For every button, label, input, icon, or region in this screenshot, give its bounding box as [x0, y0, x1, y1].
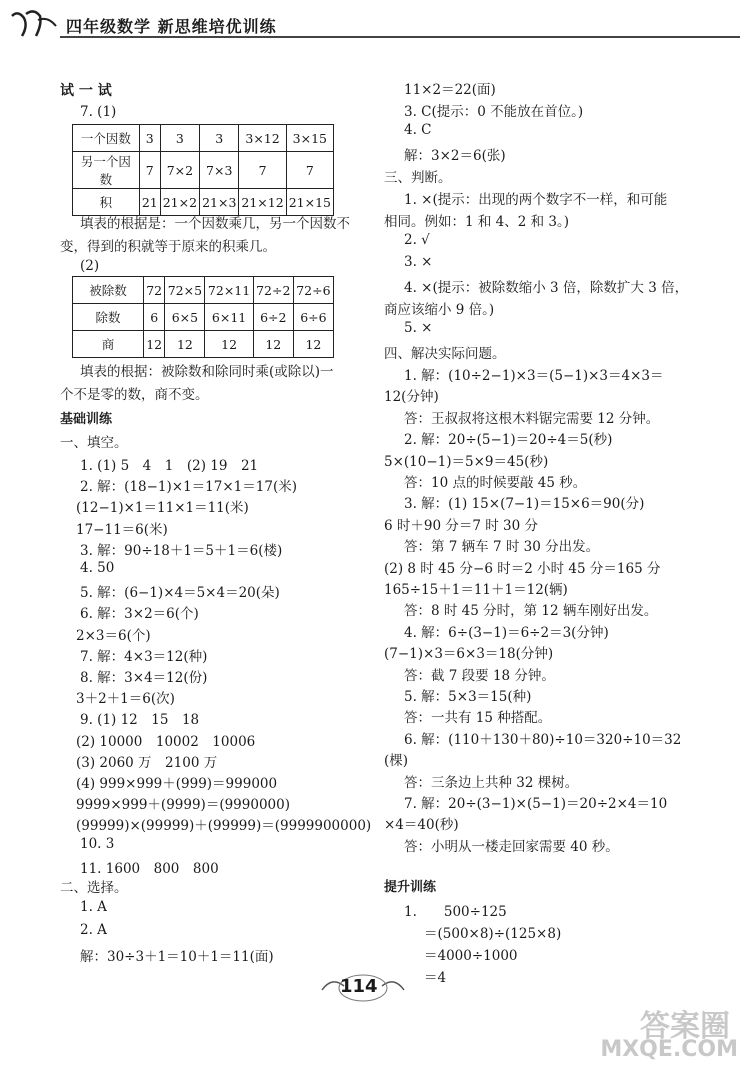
- factor-table-cell: 7: [286, 152, 333, 189]
- answer-line: 1. A: [80, 899, 107, 915]
- answer-line: 5. ×: [404, 320, 433, 336]
- solve-title: 四、解决实际问题。: [384, 346, 506, 362]
- answer-line: ＝4000÷1000: [424, 948, 518, 964]
- division-table-cell: 6: [144, 304, 165, 331]
- q7-2-label: (2): [80, 258, 100, 274]
- answer-line: 5. 解：5×3＝15(种): [404, 689, 532, 705]
- advance-training-title: 提升训练: [384, 880, 437, 895]
- answer-line: (7−1)×3＝6×3＝18(分钟): [384, 646, 554, 663]
- answer-line: 4. 50: [80, 560, 115, 576]
- answer-line: 答：10 点的时候要敲 45 秒。: [404, 475, 587, 491]
- answer-line: 165÷15＋1＝11＋1＝12(辆): [384, 582, 568, 598]
- answer-line: 1. ×(提示：出现的两个数字不一样，和可能: [404, 192, 668, 208]
- page-header: [0, 0, 750, 48]
- series-title: 四年级数学 新思维培优训练: [66, 17, 277, 36]
- factor-table-cell: 21×2: [160, 189, 199, 216]
- factor-table-cell: 7×2: [160, 152, 199, 189]
- division-table-cell: 72÷6: [293, 277, 333, 304]
- factor-table-cell: 21×3: [200, 189, 239, 216]
- factor-table-cell: 一个因数: [73, 125, 140, 152]
- answer-line: 解：30÷3＋1＝10＋1＝11(面): [80, 949, 274, 965]
- answer-line: 2. √: [404, 232, 430, 248]
- answer-line: (4) 999×999＋(999)＝999000: [76, 776, 278, 792]
- answer-line: 答：截 7 段要 18 分钟。: [404, 667, 555, 684]
- section-title: 试 一 试: [60, 83, 112, 99]
- factor-table-cell: 3: [200, 125, 239, 152]
- answer-line: 2. A: [80, 922, 107, 938]
- answer-line: 答：第 7 辆车 7 时 30 分出发。: [404, 539, 600, 556]
- answer-line: 3. 解：90÷18＋1＝5＋1＝6(楼): [80, 542, 283, 559]
- answer-line: 8. 解：3×4＝12(份): [80, 670, 208, 686]
- answer-line: 商应该缩小 9 倍。): [384, 302, 495, 318]
- q7-1-label: 7. (1): [80, 104, 117, 120]
- answer-line: (99999)×(99999)＋(99999)＝(9999900000): [76, 818, 372, 835]
- answer-line: 4. C: [404, 122, 432, 138]
- answer-line: 1. 解：(10÷2−1)×3＝(5−1)×3＝4×3＝: [404, 368, 664, 384]
- factor-table-cell: 3: [160, 125, 199, 152]
- division-table-cell: 72×5: [165, 277, 205, 304]
- watermark-title: 答案圈: [640, 1009, 730, 1044]
- basic-training-title: 基础训练: [60, 412, 113, 427]
- factor-table-row: [73, 125, 334, 152]
- basis2-line1: 填表的根据：被除数和除同时乘(或除以)一: [80, 364, 334, 380]
- basis1-line2: 变，得到的积就等于原来的积乘几。: [60, 239, 276, 255]
- answer-line: 2. 解：(18−1)×1＝17×1＝17(米): [80, 479, 297, 496]
- answer-line: 3. C(提示：0 不能放在首位。): [404, 104, 584, 120]
- factor-table-cell: 21×12: [239, 189, 286, 216]
- answer-line: 相同。例如：1 和 4、2 和 3。): [384, 214, 570, 230]
- answer-line: 5×(10−1)＝5×9＝45(秒): [384, 453, 549, 470]
- answer-line: 1. (1) 5 4 1 (2) 19 21: [80, 458, 259, 474]
- factor-table-cell: 21: [139, 189, 160, 216]
- answer-line: 1. 500÷125: [404, 904, 507, 920]
- division-table-row: [73, 277, 334, 304]
- division-table-cell: 6×5: [165, 304, 205, 331]
- answer-line: 11. 1600 800 800: [80, 860, 219, 877]
- answer-line: 17−11＝6(米): [76, 521, 168, 538]
- basis1-line1: 填表的根据是：一个因数乘几，另一个因数不: [80, 216, 350, 232]
- factor-table-row: [73, 152, 334, 189]
- factor-table-cell: 7×3: [200, 152, 239, 189]
- answer-line: 2. 解：20÷(5−1)＝20÷4＝5(秒): [404, 432, 613, 449]
- answer-line: (12−1)×1＝11×1＝11(米): [76, 500, 249, 517]
- division-table-cell: 72÷2: [253, 277, 293, 304]
- answer-line: 3＋2＋1＝6(次): [76, 691, 175, 708]
- answer-line: (棵): [384, 753, 409, 770]
- answer-line: (2) 10000 10002 10006: [76, 733, 256, 750]
- division-table-row: [73, 331, 334, 358]
- judge-title: 三、判断。: [384, 170, 452, 186]
- fill-title: 一、填空。: [60, 435, 128, 451]
- division-table-cell: 除数: [73, 304, 144, 331]
- factor-table-cell: 7: [139, 152, 160, 189]
- answer-line: ×4＝40(秒): [384, 817, 459, 834]
- answer-line: 7. 解：4×3＝12(种): [80, 648, 208, 665]
- answer-line: 答：小明从一楼走回家需要 40 秒。: [404, 838, 619, 855]
- factor-table-cell: 3×15: [286, 125, 333, 152]
- answer-line: 10. 3: [80, 835, 115, 852]
- factor-table-cell: 21×15: [286, 189, 333, 216]
- division-table-cell: 12: [165, 331, 205, 358]
- factor-table-cell: 积: [73, 189, 140, 216]
- page-number: 114: [340, 976, 378, 997]
- answer-line: 解：3×2＝6(张): [404, 148, 506, 164]
- answer-line: 9. (1) 12 15 18: [80, 712, 200, 729]
- division-table-cell: 被除数: [73, 277, 144, 304]
- division-table-cell: 6×11: [205, 304, 253, 331]
- answer-line: 9999×999＋(9999)＝(9990000): [76, 797, 290, 814]
- division-table: [72, 276, 334, 358]
- watermark: [594, 999, 744, 1065]
- answer-line: 3. ×: [404, 254, 433, 270]
- division-table-cell: 6÷6: [293, 304, 333, 331]
- factor-table: [72, 124, 334, 216]
- division-table-cell: 12: [144, 331, 165, 358]
- answer-line: 7. 解：20÷(3−1)×(5−1)＝20÷2×4＝10: [404, 796, 668, 812]
- division-table-cell: 72×11: [205, 277, 253, 304]
- division-table-cell: 12: [293, 331, 333, 358]
- factor-table-cell: 3: [139, 125, 160, 152]
- answer-line: 6. 解：3×2＝6(个): [80, 606, 199, 623]
- logo-icon: [8, 6, 60, 42]
- answer-line: 答：8 时 45 分时，第 12 辆车刚好出发。: [404, 603, 658, 620]
- choice-title: 二、选择。: [60, 880, 128, 896]
- answer-line: 答：王叔叔将这根木料锯完需要 12 分钟。: [404, 410, 660, 427]
- watermark-url: MXQE.COM: [600, 1037, 738, 1062]
- division-table-cell: 商: [73, 331, 144, 358]
- answer-line: ＝(500×8)÷(125×8): [424, 926, 562, 942]
- division-table-cell: 72: [144, 277, 165, 304]
- answer-line: ＝4: [424, 970, 447, 986]
- answer-line: 4. ×(提示：被除数缩小 3 倍，除数扩大 3 倍，: [404, 280, 689, 296]
- division-table-cell: 12: [205, 331, 253, 358]
- factor-table-cell: 7: [239, 152, 286, 189]
- answer-line: 11×2＝22(面): [404, 82, 496, 98]
- factor-table-cell: 另一个因数: [73, 152, 140, 189]
- answer-line: 答：一共有 15 种搭配。: [404, 710, 552, 727]
- page-number-badge: [318, 970, 408, 1006]
- factor-table-cell: 3×12: [239, 125, 286, 152]
- division-table-cell: 6÷2: [253, 304, 293, 331]
- answer-line: (2) 8 时 45 分−6 时＝2 小时 45 分＝165 分: [384, 560, 661, 577]
- answer-line: 2×3＝6(个): [76, 627, 151, 644]
- answer-line: 答：三条边上共种 32 棵树。: [404, 774, 579, 791]
- division-table-cell: 12: [253, 331, 293, 358]
- header-rule: [60, 36, 740, 38]
- answer-line: 5. 解：(6−1)×4＝5×4＝20(朵): [80, 585, 280, 602]
- answer-line: 12(分钟): [384, 389, 439, 406]
- answer-line: 4. 解：6÷(3−1)＝6÷2＝3(分钟): [404, 624, 609, 641]
- answer-line: 6. 解：(110＋130＋80)÷10＝320÷10＝32: [404, 731, 682, 748]
- division-table-row: [73, 304, 334, 331]
- basis2-line2: 个不是零的数，商不变。: [60, 387, 209, 403]
- answer-line: (3) 2060 万 2100 万: [76, 754, 218, 771]
- answer-line: 3. 解：(1) 15×(7−1)＝15×6＝90(分): [404, 496, 645, 513]
- answer-line: 6 时＋90 分＝7 时 30 分: [384, 517, 538, 534]
